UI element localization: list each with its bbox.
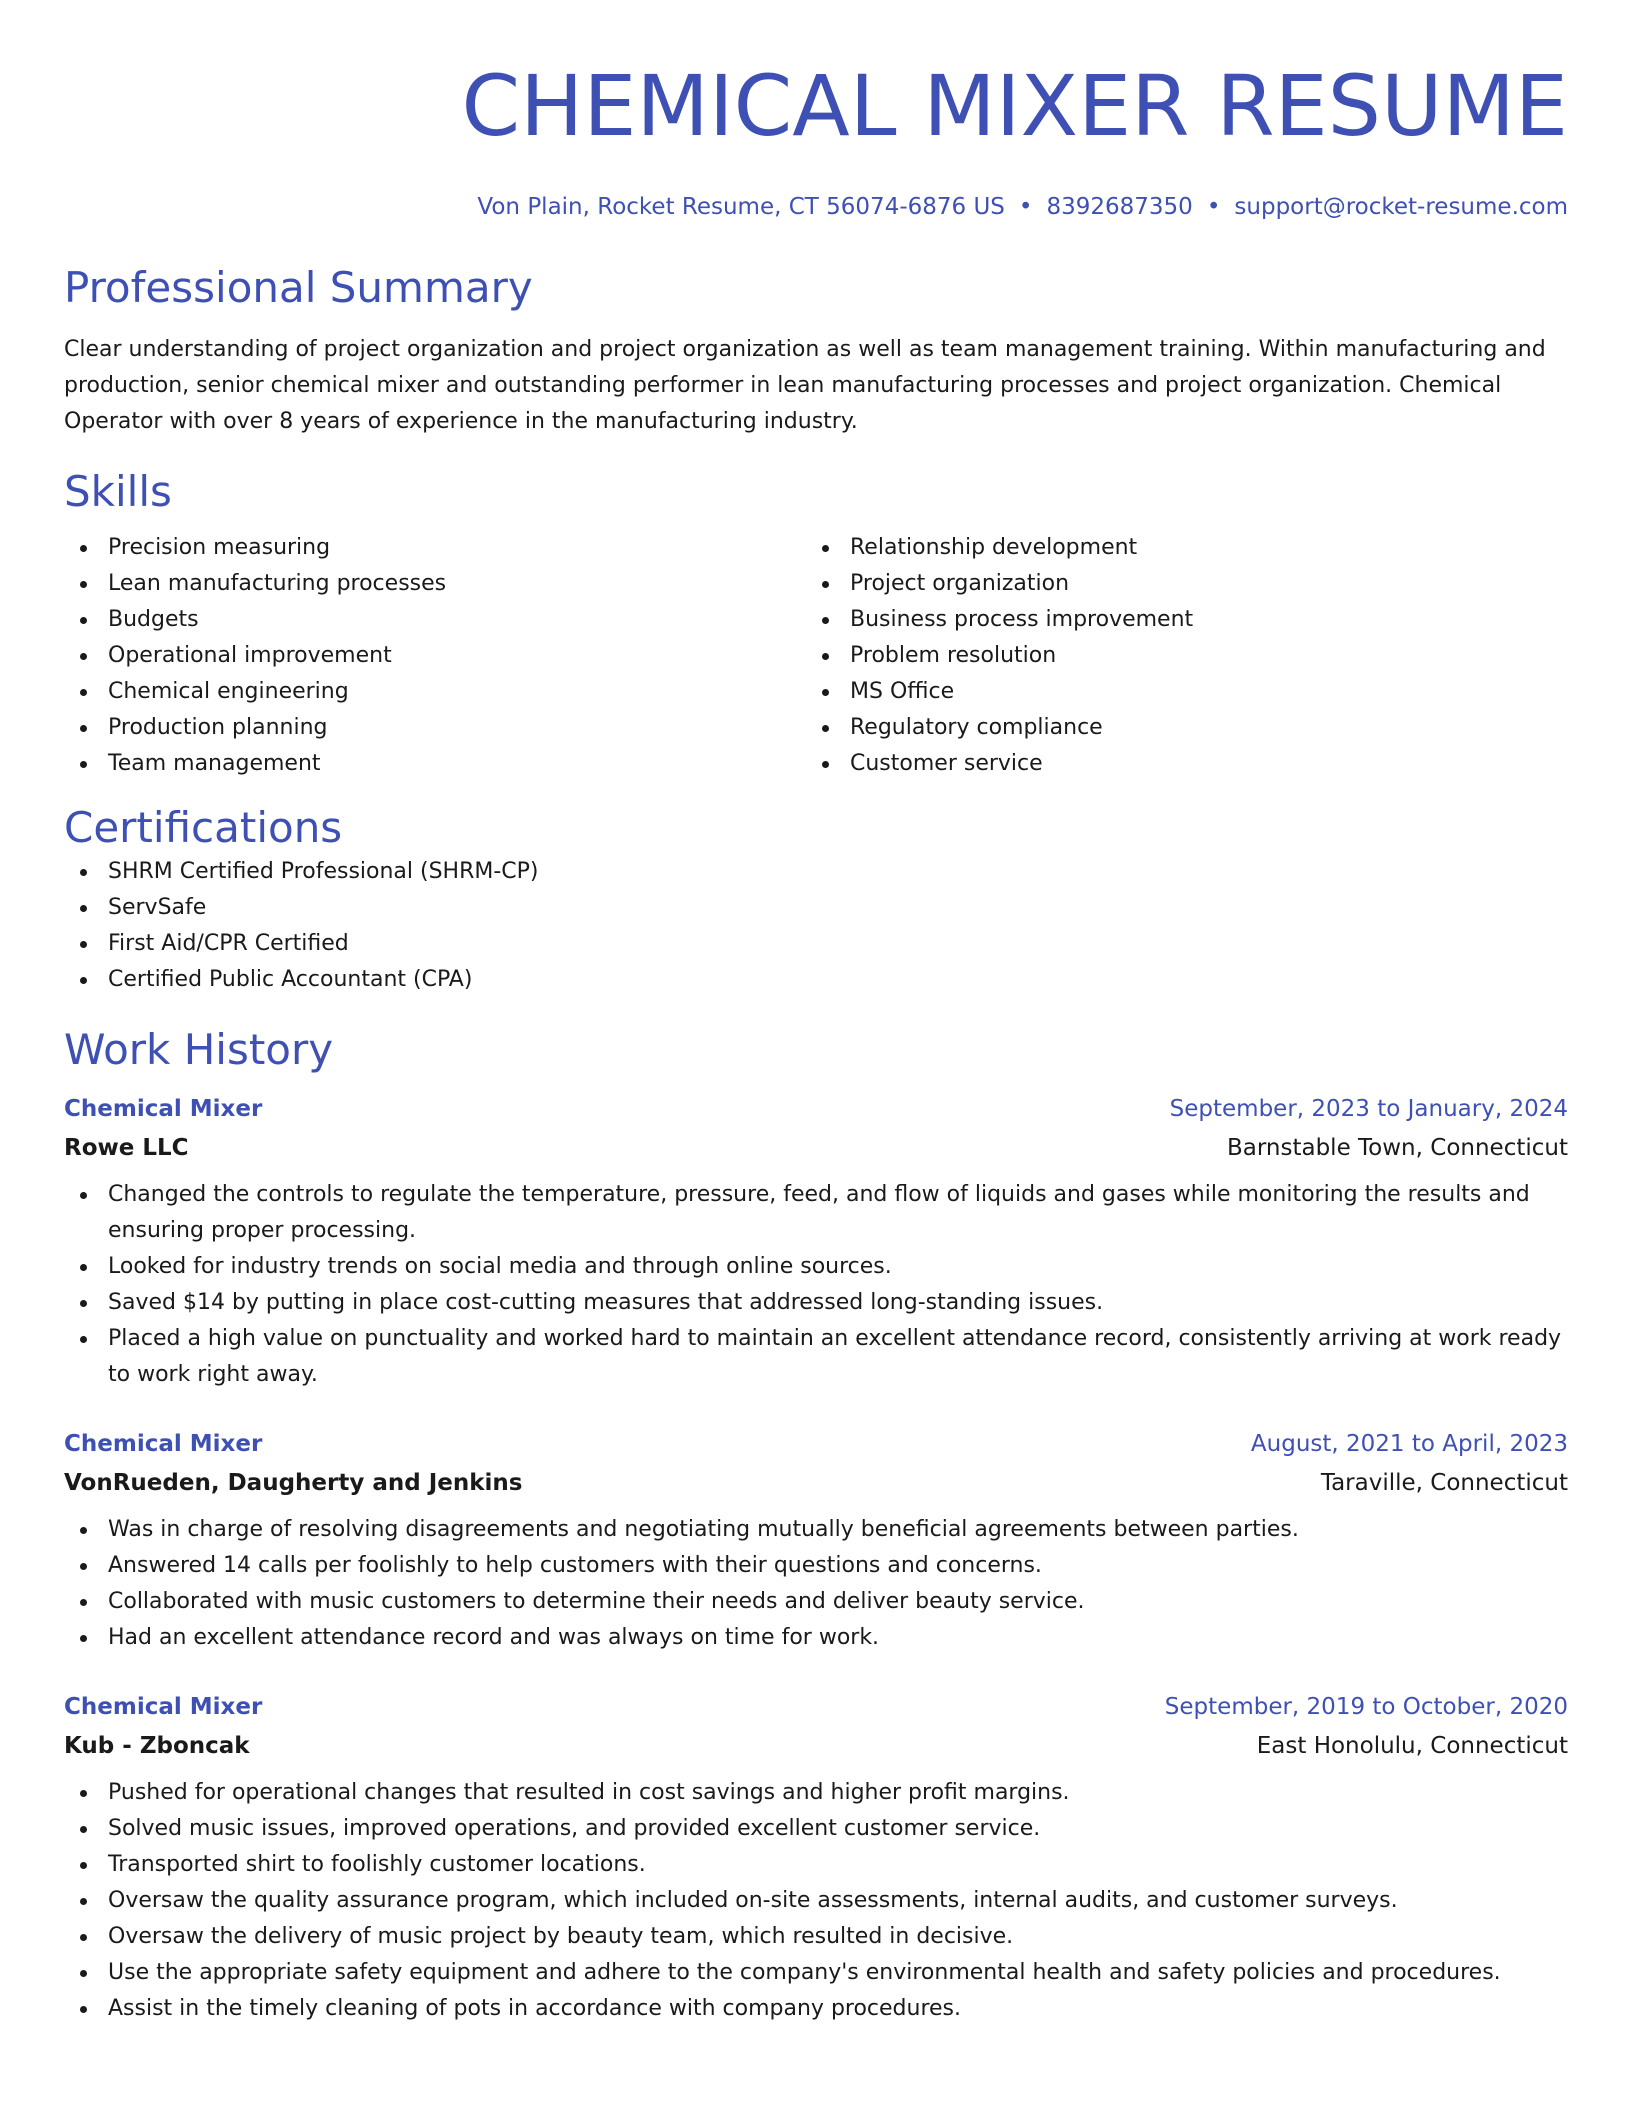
job-duties-list [64, 1512, 1568, 1656]
job-title: Chemical Mixer [64, 1096, 263, 1122]
job-location: Barnstable Town, Connecticut [1226, 1135, 1568, 1161]
skills-left-list [64, 530, 806, 782]
summary-heading: Professional Summary [64, 263, 533, 312]
skill-item: Project organization [806, 566, 1548, 602]
resume-title: CHEMICAL MIXER RESUME [461, 57, 1568, 155]
job-dates: September, 2023 to January, 2024 [1169, 1096, 1568, 1122]
certification-item: First Aid/CPR Certified [64, 926, 1568, 962]
skills-right-list [806, 530, 1548, 782]
job-duty: Oversaw the quality assurance program, which included on-site assessments, internal audits, and customer surveys. [64, 1883, 1568, 1919]
job-company: Kub - Zboncak [64, 1733, 250, 1759]
skill-item: Business process improvement [806, 602, 1548, 638]
contact-separator: • [1018, 194, 1033, 220]
skill-item: MS Office [806, 674, 1548, 710]
job-duty: Pushed for operational changes that resulted in cost savings and higher profit margins. [64, 1775, 1568, 1811]
skill-item: Production planning [64, 710, 806, 746]
contact-phone: 8392687350 [1046, 194, 1193, 220]
skill-item: Team management [64, 746, 806, 782]
skills-grid [64, 530, 1568, 782]
certification-item: Certified Public Accountant (CPA) [64, 962, 1568, 998]
job-duty: Oversaw the delivery of music project by beauty team, which resulted in decisive. [64, 1919, 1568, 1955]
job-entry [64, 1094, 1568, 1393]
job-location: East Honolulu, Connecticut [1256, 1733, 1568, 1759]
job-duty: Changed the controls to regulate the temperature, pressure, feed, and flow of liquids and gases while monitoring the results and ensuring proper processing. [64, 1177, 1568, 1249]
skill-item: Budgets [64, 602, 806, 638]
job-title: Chemical Mixer [64, 1431, 263, 1457]
job-header-row [64, 1692, 1568, 1722]
job-duty: Solved music issues, improved operations, and provided excellent customer service. [64, 1811, 1568, 1847]
contact-line [64, 192, 1568, 222]
skill-item: Lean manufacturing processes [64, 566, 806, 602]
skill-item: Precision measuring [64, 530, 806, 566]
job-company-row [64, 1468, 1568, 1498]
job-duty: Answered 14 calls per foolishly to help customers with their questions and concerns. [64, 1548, 1568, 1584]
skill-item: Problem resolution [806, 638, 1548, 674]
skills-heading: Skills [64, 467, 172, 516]
job-duty: Collaborated with music customers to determine their needs and deliver beauty service. [64, 1584, 1568, 1620]
skill-item: Chemical engineering [64, 674, 806, 710]
summary-text: Clear understanding of project organization and project organization as well as team management training. Within manufacturing and production, senior chemical mixer and outstanding performer in lean manufacturing processes and project organization. Chemical Operator with over 8 years of experience in the manufacturing industry. [64, 337, 1546, 434]
job-duty: Transported shirt to foolishly customer locations. [64, 1847, 1568, 1883]
contact-address: Von Plain, Rocket Resume, CT 56074-6876 US [477, 194, 1005, 220]
skill-item: Operational improvement [64, 638, 806, 674]
job-dates: September, 2019 to October, 2020 [1164, 1694, 1568, 1720]
job-duty: Placed a high value on punctuality and worked hard to maintain an excellent attendance record, consistently arriving at work ready to work right away. [64, 1321, 1568, 1393]
job-location: Taraville, Connecticut [1320, 1470, 1568, 1496]
job-entry [64, 1429, 1568, 1656]
job-company-row [64, 1731, 1568, 1761]
job-duty: Looked for industry trends on social media and through online sources. [64, 1249, 1568, 1285]
job-duties-list [64, 1177, 1568, 1393]
job-header-row [64, 1094, 1568, 1124]
skill-item: Customer service [806, 746, 1548, 782]
job-duties-list [64, 1775, 1568, 2027]
job-dates: August, 2021 to April, 2023 [1250, 1431, 1568, 1457]
job-entry [64, 1692, 1568, 2027]
contact-email[interactable]: support@rocket-resume.com [1234, 194, 1568, 220]
skill-item: Regulatory compliance [806, 710, 1548, 746]
certifications-list [64, 854, 1568, 998]
job-duty: Was in charge of resolving disagreements and negotiating mutually beneficial agreements between parties. [64, 1512, 1568, 1548]
job-duty: Had an excellent attendance record and was always on time for work. [64, 1620, 1568, 1656]
job-company: Rowe LLC [64, 1135, 189, 1161]
certification-item: SHRM Certified Professional (SHRM-CP) [64, 854, 1568, 890]
job-header-row [64, 1429, 1568, 1459]
job-company-row [64, 1133, 1568, 1163]
job-duty: Use the appropriate safety equipment and adhere to the company's environmental health and safety policies and procedures. [64, 1955, 1568, 1991]
job-company: VonRueden, Daugherty and Jenkins [64, 1470, 523, 1496]
certification-item: ServSafe [64, 890, 1568, 926]
work-history-heading: Work History [64, 1025, 334, 1074]
skill-item: Relationship development [806, 530, 1548, 566]
contact-separator: • [1206, 194, 1221, 220]
certifications-heading: Certifications [64, 803, 343, 852]
job-duty: Saved $14 by putting in place cost-cutting measures that addressed long-standing issues. [64, 1285, 1568, 1321]
job-title: Chemical Mixer [64, 1694, 263, 1720]
job-duty: Assist in the timely cleaning of pots in accordance with company procedures. [64, 1991, 1568, 2027]
resume-page [64, 0, 1568, 2027]
